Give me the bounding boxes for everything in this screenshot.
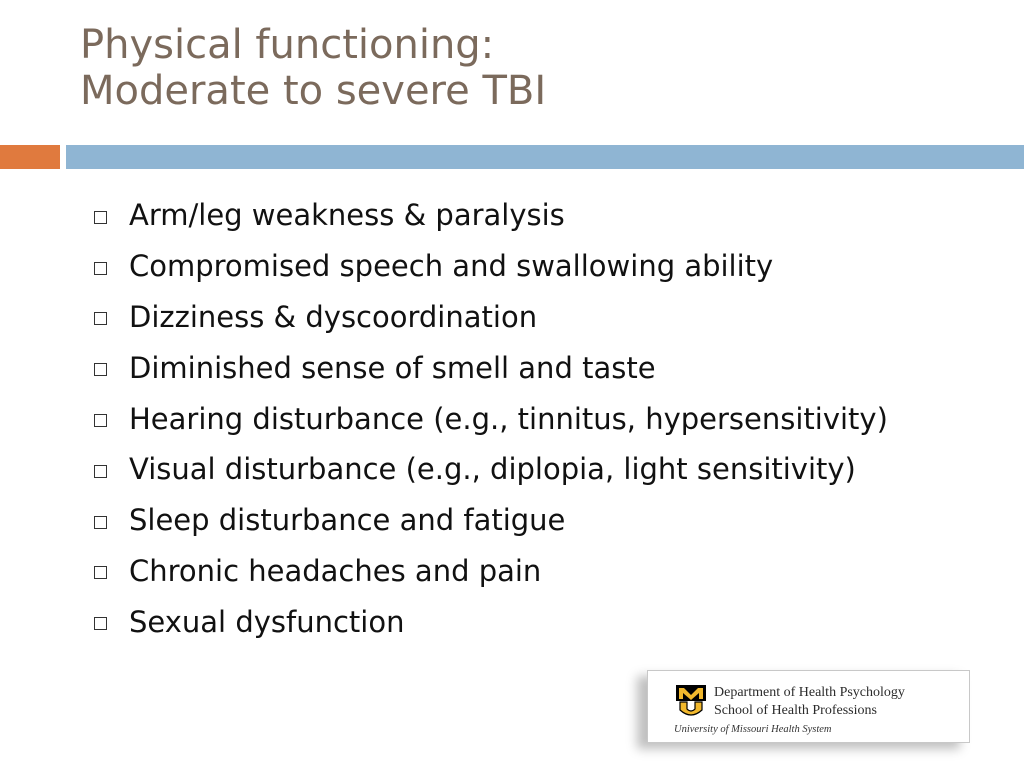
bullet-text: Chronic headaches and pain [129,553,542,588]
bullet-item [88,190,888,241]
accent-bar-blue [66,145,1024,169]
bullet-list [88,190,888,647]
department-logo-card [647,670,970,743]
logo-university: University of Missouri Health System [674,724,832,735]
bullet-item [88,596,888,647]
bullet-item [88,495,888,546]
bullet-text: Compromised speech and swallowing ability [129,249,774,284]
mizzou-logo-icon [676,685,706,717]
square-bullet-icon [94,312,107,325]
square-bullet-icon [94,566,107,579]
bullet-text: Sleep disturbance and fatigue [129,503,566,538]
bullet-text: Visual disturbance (e.g., diplopia, light sensitivity) [129,452,856,487]
bullet-item [88,292,888,343]
logo-school: School of Health Professions [714,703,877,718]
square-bullet-icon [94,262,107,275]
bullet-item [88,546,888,597]
title-line-1: Physical functioning: [80,22,495,68]
logo-department: Department of Health Psychology [714,685,905,700]
square-bullet-icon [94,211,107,224]
bullet-text: Hearing disturbance (e.g., tinnitus, hypersensitivity) [129,401,888,436]
square-bullet-icon [94,516,107,529]
slide-title [80,22,546,114]
accent-bar-orange [0,145,60,169]
bullet-text: Diminished sense of smell and taste [129,350,656,385]
title-line-2: Moderate to severe TBI [80,68,547,114]
square-bullet-icon [94,414,107,427]
bullet-item [88,393,888,444]
bullet-text: Dizziness & dyscoordination [129,299,538,334]
square-bullet-icon [94,465,107,478]
bullet-text: Arm/leg weakness & paralysis [129,198,565,233]
bullet-item [88,241,888,292]
square-bullet-icon [94,363,107,376]
bullet-item [88,444,888,495]
bullet-item [88,342,888,393]
bullet-text: Sexual dysfunction [129,604,405,639]
square-bullet-icon [94,617,107,630]
